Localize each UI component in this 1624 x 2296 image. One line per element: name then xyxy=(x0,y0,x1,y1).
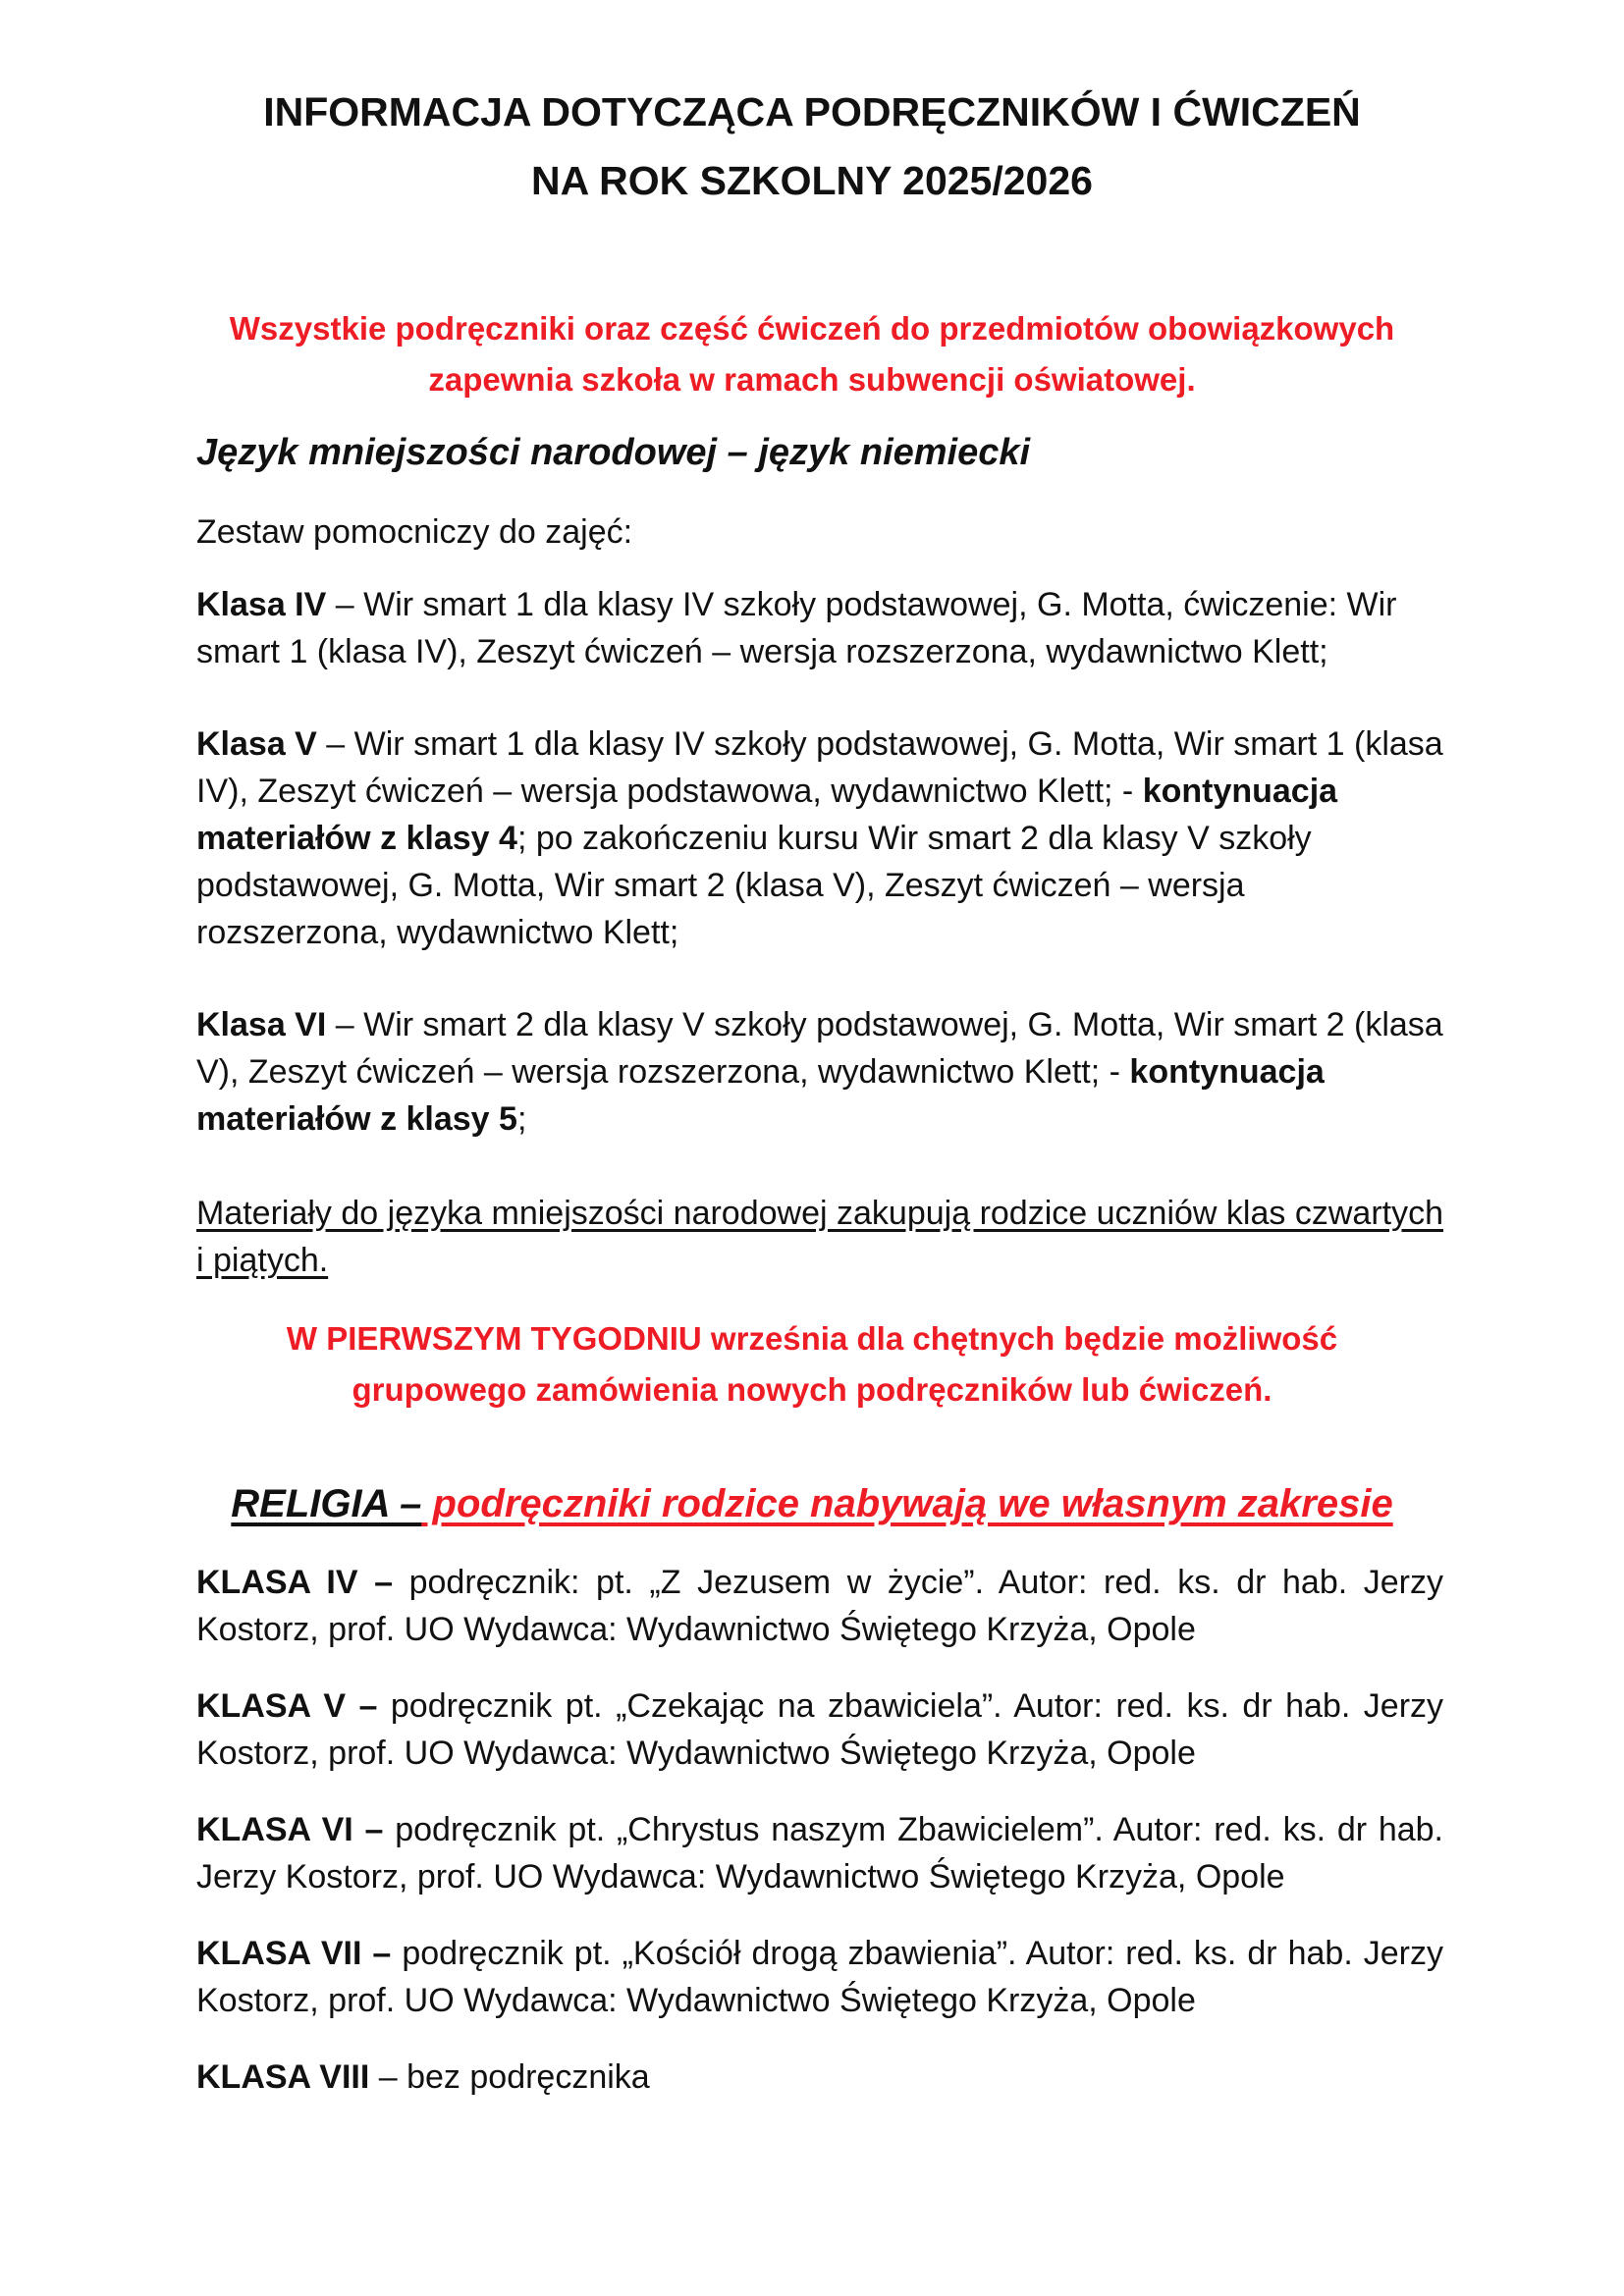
religion-klasa-8-text: – bez podręcznika xyxy=(369,2058,650,2096)
subsidy-notice xyxy=(147,303,1477,405)
klasa-6-text-2: ; xyxy=(516,1100,527,1138)
klasa-6-label: Klasa VI xyxy=(196,1006,327,1043)
religion-klasa-6 xyxy=(196,1806,1443,1900)
klasa-5-continuation: kontynuacja materiałów z klasy 4 xyxy=(196,773,1338,857)
religion-heading-label: RELIGIA – xyxy=(231,1482,422,1525)
religion-klasa-4 xyxy=(196,1559,1443,1653)
klasa-4-label: Klasa IV xyxy=(196,586,327,623)
religion-klasa-5 xyxy=(196,1682,1443,1777)
group-order-notice xyxy=(147,1313,1477,1415)
religion-klasa-6-label: KLASA VI – xyxy=(196,1811,384,1848)
religion-klasa-4-text: podręcznik: pt. „Z Jezusem w życie”. Autor: red. ks. dr hab. Jerzy Kostorz, prof. UO Wydawca: Wydawnictwo Świętego Krzyża, Opole xyxy=(196,1564,1443,1648)
klasa-4-text: – Wir smart 1 dla klasy IV szkoły podstawowej, G. Motta, ćwiczenie: Wir smart 1 (klasa IV), Zeszyt ćwiczeń – wersja rozszerzona, wydawnictwo Klett; xyxy=(196,586,1397,670)
document-title-line-1: INFORMACJA DOTYCZĄCA PODRĘCZNIKÓW I ĆWICZEŃ xyxy=(263,89,1361,134)
german-intro: Zestaw pomocniczy do zajęć: xyxy=(196,513,633,551)
german-klasa-6 xyxy=(196,1001,1443,1143)
religion-klasa-8-label: KLASA VIII xyxy=(196,2058,370,2096)
subsidy-notice-line-1: Wszystkie podręczniki oraz część ćwiczeń do przedmiotów obowiązkowych xyxy=(229,310,1395,347)
group-order-notice-line-1: W PIERWSZYM TYGODNIU września dla chętnych będzie możliwość xyxy=(286,1320,1338,1357)
religion-klasa-8 xyxy=(196,2054,1443,2101)
religion-klasa-7 xyxy=(196,1930,1443,2024)
klasa-5-label: Klasa V xyxy=(196,725,317,763)
german-section-heading: Język mniejszości narodowej – język niemiecki xyxy=(196,432,1031,473)
subsidy-notice-line-2: zapewnia szkoła w ramach subwencji oświatowej. xyxy=(428,361,1196,398)
purchase-note: Materiały do języka mniejszości narodowej zakupują rodzice uczniów klas czwartych i piątych. xyxy=(196,1195,1443,1279)
religion-heading-note: podręczniki rodzice nabywają we własnym zakresie xyxy=(421,1482,1393,1525)
religion-klasa-5-label: KLASA V – xyxy=(196,1687,378,1725)
klasa-5-text-1: – Wir smart 1 dla klasy IV szkoły podstawowej, G. Motta, Wir smart 1 (klasa IV), Zeszyt ćwiczeń – wersja podstawowa, wydawnictwo Klett; - xyxy=(196,725,1443,810)
document-title-line-2: NA ROK SZKOLNY 2025/2026 xyxy=(531,158,1093,203)
religion-klasa-7-label: KLASA VII – xyxy=(196,1935,392,1972)
religion-klasa-6-text: podręcznik pt. „Chrystus naszym Zbawicielem”. Autor: red. ks. dr hab. Jerzy Kostorz, prof. UO Wydawca: Wydawnictwo Świętego Krzyża, Opole xyxy=(196,1811,1443,1896)
klasa-5-text-2: ; po zakończeniu kursu Wir smart 2 dla klasy V szkoły podstawowej, G. Motta, Wir smart 2 (klasa V), Zeszyt ćwiczeń – wersja rozszerzona, wydawnictwo Klett; xyxy=(196,820,1312,951)
german-klasa-5 xyxy=(196,721,1443,956)
group-order-notice-line-2: grupowego zamówienia nowych podręczników lub ćwiczeń. xyxy=(352,1371,1272,1408)
religion-klasa-7-text: podręcznik pt. „Kościół drogą zbawienia”. Autor: red. ks. dr hab. Jerzy Kostorz, prof. UO Wydawca: Wydawnictwo Świętego Krzyża, Opole xyxy=(196,1935,1444,2019)
religion-section-heading xyxy=(0,1482,1624,1526)
religion-klasa-4-label: KLASA IV – xyxy=(196,1564,394,1601)
german-klasa-4 xyxy=(196,581,1443,675)
klasa-6-continuation: kontynuacja materiałów z klasy 5 xyxy=(196,1053,1325,1138)
religion-klasa-5-text: podręcznik pt. „Czekając na zbawiciela”. Autor: red. ks. dr hab. Jerzy Kostorz, prof. UO Wydawca: Wydawnictwo Świętego Krzyża, Opole xyxy=(196,1687,1444,1772)
klasa-6-text-1: – Wir smart 2 dla klasy V szkoły podstawowej, G. Motta, Wir smart 2 (klasa V), Zeszyt ćwiczeń – wersja rozszerzona, wydawnictwo Klett; - xyxy=(196,1006,1443,1091)
